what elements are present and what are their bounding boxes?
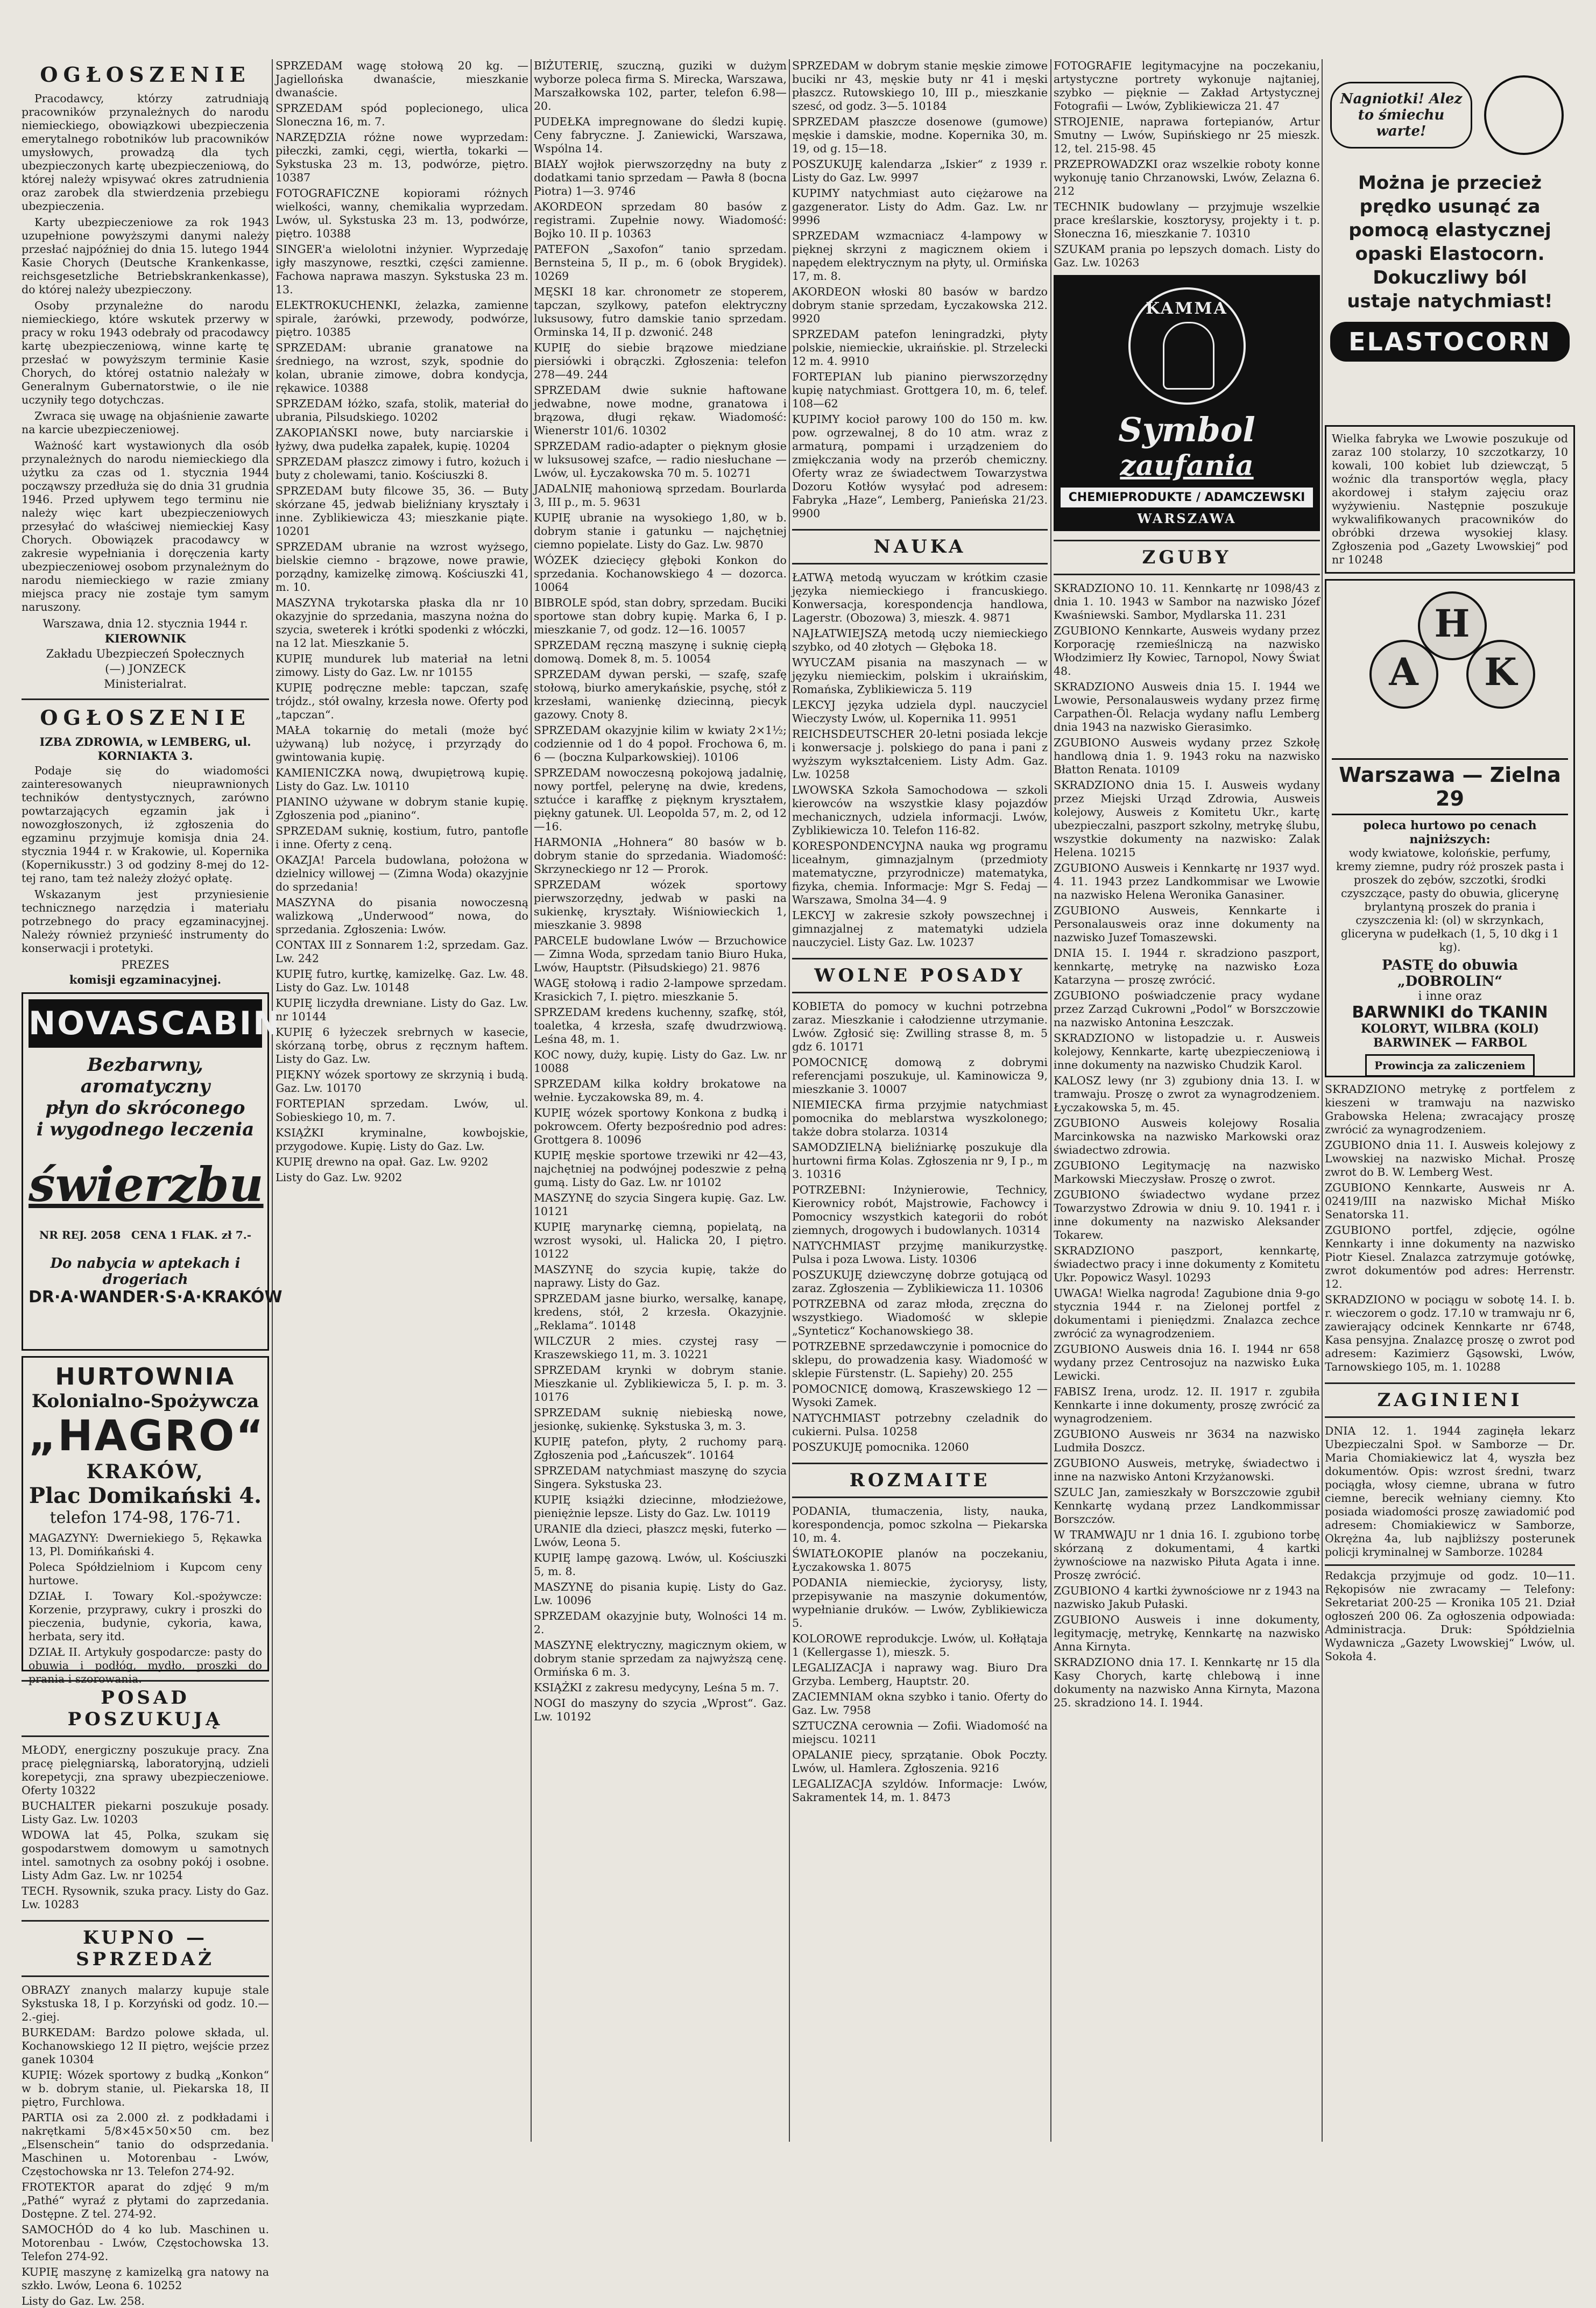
- classified-ad: KUPIMY natychmiast auto ciężarowe na gazgenerator. Listy do Adm. Gaz. Lw. nr 9996: [792, 187, 1048, 227]
- ad-line: Poleca Spółdzielniom i Kupcom ceny hurtowe.: [29, 1561, 262, 1587]
- kamma-ad: [1054, 275, 1320, 531]
- hagro-ad: [22, 1356, 269, 1685]
- classified-ad: Listy do Gaz. Lw. 9202: [276, 1171, 402, 1184]
- classified-ad: NARZĘDZIA różne nowe wyprzedam: piłeczki, zamki, cęgi, wiertła, tokarki — Sykstuska 23 m. 13, podwórze, piętro. 10387: [276, 131, 528, 184]
- classified-ad: KOBIETA do pomocy w kuchni potrzebna zaraz. Mieszkanie i całodzienne utrzymanie. Lwów. Zgłosić się: Zwilling strasse 8, m. 5 gdz 6. 10171: [792, 1000, 1048, 1053]
- ad-price: CENA 1 FLAK. zł 7.-: [131, 1229, 251, 1241]
- classified-ad: FORTEPIAN lub pianino pierwszorzędny kupię natychmiast. Grottgera 10, m. 6, telef. 108—62: [792, 370, 1048, 410]
- notice-signature: komisji egzaminacyjnej.: [69, 973, 222, 986]
- classified-ad: SPRZEDAM płaszcze dosenowe (gumowe) męskie i damskie, modne. Kopernika 30, m. 19, od g. 15—18.: [792, 115, 1048, 155]
- classified-ad: ZGUBIONO 4 kartki żywnościowe nr z 1943 na nazwisko Jakub Pułaski.: [1054, 1584, 1320, 1611]
- classified-ad: MASZYNĘ do pisania kupię. Listy do Gaz. Lw. 10096: [534, 1580, 787, 1607]
- column-rule: [789, 59, 790, 2142]
- notice-paragraph: Pracodawcy, którzy zatrudniają pracowników przynależnych do narodu niemieckiego, obowiązkowi ubezpieczenia emerytalnego robotników lub pracowników umysłowych, prowadzą dla tych ubezpieczonych kartę ubezpieczeniową, do której należy wpisywać okres zatrudnienia oraz zarobek dla stwierdzenia przebiegu ubezpieczenia.: [22, 92, 269, 213]
- section-header: NAUKA: [792, 529, 1048, 564]
- classified-ad: ZGUBIONO Ausweis nr 3634 na nazwisko Ludmiła Doszcz.: [1054, 1428, 1320, 1454]
- classified-ad: KUPIĘ: Wózek sportowy z budką „Konkon“ w b. dobrym stanie, ul. Piekarska 18, II piętro, Furchlowa.: [22, 2069, 269, 2108]
- column-1: [22, 59, 283, 2307]
- ad-line: Kolonialno-Spożywcza: [31, 1391, 259, 1412]
- section-header: ZGUBY: [1054, 540, 1320, 575]
- classified-ad: ZGUBIONO Ausweis, metrykę, świadectwo i inne na nazwisko Antoni Krzyżanowski.: [1054, 1457, 1320, 1483]
- classified-ad: SZUKAM prania po lepszych domach. Listy do Gaz. Lw. 10263: [1054, 243, 1320, 269]
- classified-ad: SKRADZIONO dnia 17. I. Kennkartę nr 15 dla Kasy Chorych, kartę chlebową i inne dokumenty na nazwisko Anna Kirnyta, Mazona 25. skradziono 14. I. 1944.: [1054, 1656, 1320, 1709]
- classified-ad: KSIĄŻKI kryminalne, kowbojskie, przygodowe. Kupię. Listy do Gaz. Lw.: [276, 1126, 528, 1153]
- ad-line: MAGAZYNY: Dwerniekiego 5, Rękawka 13, Pl. Domińkański 4.: [29, 1531, 262, 1558]
- classified-ad: SPRZEDAM radio-adapter o pięknym głosie w luksusowej szafce, — radio niesłuchane — Lwów, ul. Łyczakowska 70 m. 5. 10271: [534, 440, 787, 479]
- ad-line: BARWNIKI do TKANIN: [1352, 1003, 1548, 1022]
- classified-ad: SPRZEDAM wzmacniacz 4-lampowy w pięknej skrzyni z magicznem okiem i napędem elektrycznym na płyty, ul. Ormińska 17, m. 8.: [792, 229, 1048, 283]
- classified-ad: ZGUBIONO poświadczenie pracy wydane przez Zarząd Cukrowni „Podol“ w Borszczowie na nazwisko Antonina Łeszczak.: [1054, 989, 1320, 1029]
- section-header: KUPNO — SPRZEDAŻ: [22, 1920, 269, 1977]
- classified-ad: SPRZEDAM płaszcz zimowy i futro, kożuch i buty z cholewami, tanio. Kościuszki 8.: [276, 455, 528, 482]
- classified-ad: NOGI do maszyny do szycia „Wprost“. Gaz. Lw. 10192: [534, 1697, 787, 1723]
- classified-ad: ELEKTROKUCHENKI, żelazka, zamienne spirale, żarówki, przewody, podwórze, piętro. 10385: [276, 299, 528, 338]
- classified-ad: BIBROLE spód, stan dobry, sprzedam. Buciki sportowe stan dobry kupię. Marka 6, I p. mieszkanie 7, od godz. 12—16. 10057: [534, 596, 787, 636]
- classified-ad: REICHSDEUTSCHER 20-letni posiada lekcje i konwersacje j. polskiego do pana i pani z wyższym wykształceniem. Listy Adm. Gaz. Lw. 10258: [792, 728, 1048, 781]
- classified-ad: SPRZEDAM jasne biurko, wersalkę, kanapę, kredens, stół, 2 krzesła. Okazyjnie. „Reklama“. 10148: [534, 1292, 787, 1332]
- classified-ad: ZGUBIONO Ausweis wydany przez Szkołę handlową dnia 1. 9. 1943 roku na nazwisko Błatton Renata. 10109: [1054, 736, 1320, 776]
- classified-ad: WÓZEK dziecięcy głęboki Konkon do sprzedania. Kochanowskiego 4 — dozorca. 10064: [534, 554, 787, 594]
- editorial-footer: Redakcja przyjmuje od godz. 10—11. Rękopisów nie zwracamy — Telefony: Sekretariat 200-25 — Kronika 105 21. Dział ogłoszeń 200 06. Za ogłoszenia odpowiada: Administracja. Druk: Spółdzielnia Wydawnicza „Gazety Lwowskiej“ Lwów, ul. Sokoła 4.: [1325, 1564, 1575, 1663]
- classified-ad: ZGUBIONO Ausweis dnia 16. I. 1944 nr 658 wydany przez Centrosojuz na nazwisko Łuka Lewicki.: [1054, 1343, 1320, 1382]
- ad-line: prędko usunąć za: [1359, 196, 1541, 217]
- classified-ad: SKRADZIONO dnia 15. I. Ausweis wydany przez Miejski Urząd Zdrowia, Ausweis kolejowy, Ausweis z Komitetu Ukr., kartę ubezpieczalni, paszport szkolny, metrykę ślubu, wszystkie dokumenty na nazwisko: Zalak Helena. 10215: [1054, 779, 1320, 859]
- classified-ad: PIANINO używane w dobrym stanie kupię. Zgłoszenia pod „pianino“.: [276, 795, 528, 822]
- notice-paragraph: Wskazanym jest przyniesienie technicznego narzędzia i materiału potrzebnego do pracy egzaminacyjnej. Należy również przynieść instrumenty do konserwacji i protetyki.: [22, 888, 269, 955]
- classified-ad: SKRADZIONO 10. 11. Kennkartę nr 1098/43 z dnia 1. 10. 1943 w Sambor na nazwisko Józef Kwaśniewski. Sambor, Mydlarska 11. 231: [1054, 582, 1320, 622]
- classified-ad: ZGUBIONO Kennkarte, Ausweis wydany przez Korporację rzemieślniczą na nazwisko Włodzimierz Iły Kowiec, Tarnopol, Nowy Świat 48.: [1054, 624, 1320, 677]
- classified-ad: ZGUBIONO Legitymację na nazwisko Markowski Mieczysław. Proszę o zwrot.: [1054, 1159, 1320, 1185]
- classified-ad: ŚWIATŁOKOPIE planów na poczekaniu, Łyczakowska 1. 8075: [792, 1547, 1048, 1573]
- notice-signature: (—) JONZECK: [105, 662, 186, 675]
- classified-ad: PARCELE budowlane Lwów — Brzuchowice — Zimna Woda, sprzedam tanio Biuro Huka, Lwów, Hauptstr. (Piłsudskiego) 21. 9876: [534, 934, 787, 974]
- classified-ad: PIĘKNY wózek sportowy ze skrzynią i budą. Gaz. Lw. 10170: [276, 1068, 528, 1095]
- ad-footer: DR·A·WANDER·S·A·KRAKÓW: [29, 1288, 283, 1307]
- ad-tagline: płyn do skróconego: [45, 1097, 245, 1119]
- ad-strip: CHEMIEPRODUKTE / ADAMCZEWSKI: [1061, 488, 1313, 507]
- classified-ad: NATYCHMIAST przyjmę manikurzystkę. Pulsa i poza Lwowa. Listy. 10306: [792, 1239, 1048, 1266]
- classified-ad: KUPIĘ do siebie brązowe miedziane piersiówki i obrączki. Zgłoszenia: telefon 278—49. 244: [534, 341, 787, 381]
- classified-ad: SKRADZIONO paszport, kennkartę, świadectwo pracy i inne dokumenty z Komitetu Ukr. Popowicz Wasyl. 10293: [1054, 1244, 1320, 1284]
- ad-line: KRAKÓW,: [86, 1460, 204, 1483]
- column-5: [1054, 59, 1320, 2142]
- column-4: [792, 59, 1048, 2142]
- notice-paragraph: Karty ubezpieczeniowe za rok 1943 uzupełnione powyższymi danymi należy przesłać najpóźniej do dnia 15. lutego 1944 Kasie Chorych (Deutsche Krankenkasse, reichsgesetzliche Betriebskrankenkasse), do której należy ubezpieczony.: [22, 216, 269, 296]
- classified-ad: KORESPONDENCYJNA nauka wg programu liceałnym, gimnazjalnym (przedmioty matematyczne, przyrodnicze) matematyka, fizyka, chemia. Informacje: Mgr S. Fedaj — Warszawa, Smolna 34—4. 9: [792, 839, 1048, 906]
- notice-signature: PREZES: [121, 958, 170, 971]
- column-2: [276, 59, 528, 2142]
- classified-ad: BIAŁY wojłok pierwszorzędny na buty z dodatkami tanio sprzedam — Pawła 8 (bocna Piotra) 1—3. 9746: [534, 158, 787, 197]
- classified-ad: KUPIĘ patefon, płyty, 2 ruchomy parą. Zgłoszenia pod „Łańcuszek“. 10164: [534, 1435, 787, 1462]
- classified-ad: PRZEPROWADZKI oraz wszelkie roboty konne wykonuję tanio Chrzanowski, Lwów, Zelazna 6. 212: [1054, 158, 1320, 197]
- classified-ad: SPRZEDAM w dobrym stanie męskie zimowe buciki nr 43, męskie buty nr 41 i męski płaszcz. Rutowskiego 10, III p., mieszkanie szesć, od godz. 3—5. 10184: [792, 59, 1048, 112]
- classified-ad: FABISZ Irena, urodz. 12. II. 1917 r. zgubiła Kennkarte i inne dokumenty, proszę zwrócić za wynagrodzeniem.: [1054, 1385, 1320, 1425]
- column-rule: [531, 59, 532, 2142]
- classified-ad: POMOCNICĘ domową z dobrymi referencjami poszukuje, ul. Kaminowicza 9, mieszkanie 3. 10007: [792, 1056, 1048, 1096]
- classified-ad: NAJŁATWIEJSZĄ metodą uczy niemieckiego szybko, od 40 złotych — Głęboka 18.: [792, 627, 1048, 653]
- classified-ad: SPRZEDAM patefon leningradzki, płyty polskie, niemieckie, ukraińskie. pl. Strzelecki 12 m. 4. 9910: [792, 328, 1048, 368]
- hak-letter: K: [1466, 640, 1535, 709]
- classified-ad: SPRZEDAM ubranie na wzrost wyżsego, bielskie ciemno - brązowe, nowe prawie, porządny, kamizelkę zimową. Kościuszki 41, m. 10.: [276, 540, 528, 594]
- classified-ad: OBRAZY znanych malarzy kupuje stale Sykstuska 18, I p. Korzyński od godz. 10.—2.-giej.: [22, 1984, 269, 2023]
- classified-ad: MŁODY, energiczny poszukuje pracy. Zna pracę pielęgniarską, laboratoryjną, udzieli korepetycji, zna sprawy ubezpieczeniowe. Oferty 10322: [22, 1744, 269, 1797]
- classified-ad: SPRZEDAM łóżko, szafa, stolik, materiał do ubrania, Pilsudskiego. 10202: [276, 397, 528, 424]
- classified-ad: SKRADZIONO w pociągu w sobotę 14. I. b. r. wieczorem o godz. 17.10 w tramwaju nr 6, zawierający odcinek Kennkarte nr 6748, Kasa pensyjna. Znalazcę proszę o zwrot pod adresem: Kazimierz Gąsowski, Lwów, Tarnowskiego 105, m. 1. 10288: [1325, 1293, 1575, 1373]
- hak-logo-icon: [1369, 591, 1531, 753]
- classified-ad: HARMONIA „Hohnera“ 80 basów w b. dobrym stanie do sprzedania. Wiadomość: Skrzyneckiego nr 12 — Prorok.: [534, 836, 787, 876]
- classified-ad: SPRZEDAM: ubranie granatowe na średniego, na wzrost, szyk, spodnie do kolan, ubranie zimowe, dobra kondycja, rękawice. 10388: [276, 341, 528, 394]
- classified-ad: KUPIĘ podręczne meble: tapczan, szafę trójdz., stół owalny, krzesła nowe. Oferty pod „tapczan“.: [276, 681, 528, 721]
- classified-ad: KSIĄŻKI z zakresu medycyny, Leśna 5 m. 7.: [534, 1681, 779, 1694]
- classified-ad: SPRZEDAM suknię niebieską nowe, jesionkę, sukienkę. Sykstuska 3, m. 3.: [534, 1406, 787, 1432]
- classified-ad: ZGUBIONO portfel, zdjęcie, ogólne Kennkarty i inne dokumenty na nazwisko Piotr Kiesel. Znalazca zatrzymuje gotówkę, zwrot dokumentów pod adres: Herrenstr. 12.: [1325, 1224, 1575, 1290]
- classified-ad: POTRZEBNA od zaraz młoda, zręczna do wszystkiego. Wiadomość w sklepie „Synteticz“ Kochanowskiego 38.: [792, 1297, 1048, 1337]
- ad-line: KOLORYT, WILBRA (KOLI) BARWINEK — FARBOL: [1360, 1022, 1539, 1050]
- classified-ad: WYUCZAM pisania na maszynach — w języku niemieckim, polskim i ukraińskim, Romańska, Zyblikiewicza 5. 119: [792, 656, 1048, 696]
- classified-ad: BUCHALTER piekarni poszukuje posady. Listy Gaz. Lw. 10203: [22, 1799, 269, 1826]
- classified-ad: MASZYNĘ elektryczny, magicznym okiem, w dobrym stanie sprzedam za najwyższą cenę. Ormińska 6 m. 3.: [534, 1639, 787, 1678]
- classified-ad: LEKCYJ języka udziela dypl. nauczyciel Wieczysty Lwów, ul. Kopernika 11. 9951: [792, 698, 1048, 725]
- classified-ad: KUPIĘ maszynę z kamizelką gra natowy na szkło. Lwów, Leona 6. 10252: [22, 2265, 269, 2292]
- classified-ad: ZGUBIONO Ausweis i inne dokumenty, legitymację, metrykę, Kennkartę na nazwisko Anna Kirnyta.: [1054, 1613, 1320, 1653]
- ad-city: WARSZAWA: [1137, 511, 1237, 526]
- classified-ad: POSZUKUJĘ pomocnika. 12060: [792, 1441, 969, 1453]
- classified-ad: MASZYNA do pisania nowoczesną walizkową „Underwood“ nowa, do sprzedania. Zgłoszenia: Lwów.: [276, 896, 528, 936]
- notice-title: OGŁOSZENIE: [40, 62, 251, 87]
- classified-ad: LWOWSKA Szkoła Samochodowa — szkoli kierowców na wszystkie klasy pojazdów mechanicznych, udziela informacji. Lwów, Zyblikiewicza 10. Telefon 116-82.: [792, 784, 1048, 837]
- column-3: [534, 59, 787, 2142]
- classified-ad: KUPIĘ lampę gazową. Lwów, ul. Kościuszki 5, m. 8.: [534, 1551, 787, 1578]
- classified-ad: PATEFON „Saxofon“ tanio sprzedam. Bernsteina 5, II p., m. 6 (obok Brygidek). 10269: [534, 243, 787, 283]
- classified-ad: PARTIA osi za 2.000 zł. z podkładami i nakrętkami 5/8×45×50×50 cm. bez „Elsenschein“ tanio do odsprzedania. Maschinen u. Motorenbau - Lwów, Częstochowska nr 13. Telefon 274-92.: [22, 2111, 269, 2178]
- classified-ad: KUPIĘ marynarkę ciemną, popielatą, na wzrost wysoki, ul. Halicka 20, I piętro. 10122: [534, 1220, 787, 1260]
- notice-signature: Zakładu Ubezpieczeń Społecznych: [46, 647, 245, 660]
- classified-ad: LEGALIZACJA i naprawy wag. Biuro Dra Grzyba. Lemberg, Hauptstr. 20.: [792, 1661, 1048, 1688]
- ad-line: wody kwiatowe, kolońskie, perfumy, kremy ziemne, pudry róż proszek pasta i proszek do zębów, szczotki, środki czyszczące, pasty do obuwia, glicerynę brylantyną proszek do prania i czyszczenia kl: (ol) w skrzynkach, gliceryna w pudełkach (1, 5, 10 dkg i 1 kg).: [1336, 846, 1564, 954]
- classified-ad: KUPIĘ ubranie na wysokiego 1,80, w b. dobrym stanie i gatunku — najchętniej ciemno popielate. Listy do Gaz. Lw. 9870: [534, 511, 787, 551]
- classified-ad: LEGALIZACJA szyldów. Informacje: Lwów, Sakramentek 14, m. 1. 8473: [792, 1777, 1048, 1804]
- classified-ad: POTRZEBNE sprzedawczynie i pomocnice do sklepu, do prowadzenia kasy. Wiadomość w sklepie Fürstenstr. (L. Sapiehy) 20. 255: [792, 1340, 1048, 1380]
- classified-ad: ZACIEMNIAM okna szybko i tanio. Oferty do Gaz. Lw. 7958: [792, 1690, 1048, 1717]
- classified-ad: SPRZEDAM nowoczesną pokojową jadalnię, nowy portfel, pelerynę na dwie, kredens, sztućce i karaffkę z pięknym kryształem, piękny gatunek. Ul. Leopolda 57, m. 2, od 12—16.: [534, 766, 787, 833]
- ad-brand: ELASTOCORN: [1330, 322, 1570, 362]
- section-header: ROZMAITE: [792, 1463, 1048, 1498]
- ad-script-title: Symbol: [1118, 410, 1255, 449]
- classified-ad: DNIA 15. I. 1944 r. skradziono paszport, kennkartę, metrykę na nazwisko Łoza Katarzyna — proszę zwrócić.: [1054, 947, 1320, 986]
- ad-script-title: świerzbu: [29, 1156, 264, 1212]
- ad-line: Dokuczliwy ból: [1373, 267, 1527, 288]
- classified-ad: SPRZEDAM kredens kuchenny, szafkę, stół, toaletka, 4 krzesła, szafę dwudrzwiową. Leśna 48, m. 1.: [534, 1006, 787, 1046]
- classified-ad: Listy do Gaz. Lw. 258.: [22, 2295, 145, 2307]
- classified-ad: TECH. Rysownik, szuka pracy. Listy do Gaz. Lw. 10283: [22, 1884, 269, 1911]
- novascabin-ad: [22, 992, 283, 1351]
- notice-paragraph: Ważność kart wystawionych dla osób przynależnych do narodu niemieckiego dla użytku za czas od 1. stycznia 1944 począwszy przedłuża się do dnia 31 grudnia 1946. Przed upływem tego terminu nie należy więc kart ubezpieczeniowych przesyłać do właściwej niemieckiej Kasy Chorych. Obowiązek pracodawcy w zakresie wypełniania i doręczenia karty ubezpieczeniowej osobom przynależnym do narodu niemieckiego w razie zmiany miejsca pracy nie zostaje tym samym naruszony.: [22, 439, 269, 613]
- classified-ad: MASZYNĘ do szycia kupię, także do naprawy. Listy do Gaz.: [534, 1263, 787, 1289]
- classified-ad: ZGUBIONO Ausweis, Kennkarte i Personalausweis oraz inne dokumenty na nazwisko Juzef Tomaszewski.: [1054, 904, 1320, 944]
- classified-ad: BIŻUTERIĘ, szuczną, guziki w dużym wyborze poleca firma S. Mirecka, Warszawa, Marszałkowska 102, parter, telefon 6.98—20.: [534, 59, 787, 112]
- ad-registration: NR REJ. 2058: [39, 1229, 121, 1241]
- classified-ad: SPRZEDAM dywan perski, — szafę, szafę stołową, biurko amerykańskie, psychę, stół z krzesłami, wanienkę dziecinną, piecyk gazowy. Cnoty 8.: [534, 668, 787, 721]
- column-rule: [1322, 59, 1323, 2142]
- notice-title: OGŁOSZENIE: [22, 698, 269, 730]
- classified-ad: KUPIĘ wózek sportowy Konkona z budką i pokrowcem. Oferty bezpośrednio pod adres: Grottgera 8. 10096: [534, 1106, 787, 1146]
- classified-ad: WILCZUR 2 mies. czystej rasy — Kraszewskiego 11, m. 3. 10221: [534, 1335, 787, 1361]
- classified-ad: SAMOCHÓD do 4 ko lub. Maschinen u. Motorenbau - Lwów, Częstochowska 13. Telefon 274-92.: [22, 2223, 269, 2263]
- ad-line: Prowincja za zaliczeniem: [1365, 1054, 1535, 1077]
- section-header: ZAGINIENI: [1325, 1382, 1575, 1418]
- notice-signature: Ministerialrat.: [104, 677, 187, 690]
- classified-ad: KUPIĘ książki dziecinne, młodzieżowe, pieniężnie lepsze. Listy do Gaz. Lw. 10119: [534, 1493, 787, 1520]
- ad-address: Warszawa — Zielna 29: [1332, 758, 1568, 815]
- classified-ad: DNIA 12. 1. 1944 zaginęła lekarz Ubezpieczalni Społ. w Samborze — Dr. Maria Chomiakiewicz lat 4, wyszła bez dokumentów. Opis: wzrost średni, twarz pociągła, włosy ciemne, ubrana w futro ciemne, berecik wełniany ciemny. Kto posiada wiadomości proszę zawiadomić pod adresem: Chomiakiewicz w Samborze, Okrężna 4a, lub najbliższy posterunek policji kryminalnej w Samborze. 10284: [1325, 1424, 1575, 1558]
- classified-ad: LEKCYJ w zakresie szkoły powszechnej i gimnazjalnej z matematyki udziela nauczyciel. Listy Gaz. Lw. 10237: [792, 909, 1048, 949]
- classified-ad: SPRZEDAM wagę stołową 20 kg. — Jagiellońska dwanaście, mieszkanie dwanaście.: [276, 59, 528, 99]
- column-6: [1325, 59, 1575, 2142]
- classified-ad: MAŁA tokarnię do metali (może być używaną) lub nożycę, i przyrządy do gwintowania kupię.: [276, 724, 528, 764]
- ad-line: Można je przecież: [1358, 172, 1542, 194]
- classified-ad: URANIE dla dzieci, płaszcz męski, futerko — Lwów, Leona 5.: [534, 1522, 787, 1549]
- classified-ad: SPRZEDAM okazyjnie buty, Wolności 14 m. 2.: [534, 1610, 787, 1636]
- elastocorn-ad: [1325, 65, 1575, 420]
- classified-ad: BURKEDAM: Bardzo polowe składa, ul. Kochanowskiego 12 II piętro, wejście przez ganek 10304: [22, 2026, 269, 2066]
- classified-ad: SPRZEDAM ręczną maszynę i suknię ciepłą domową. Domek 8, m. 5. 10054: [534, 639, 787, 665]
- classified-ad: CONTAX III z Sonnarem 1:2, sprzedam. Gaz. Lw. 242: [276, 938, 528, 965]
- classified-ad: SZULC Jan, zamieszkały w Borszczowie zgubił Kennkartę wydaną przez Landkommissar Borszczów.: [1054, 1486, 1320, 1526]
- ad-line: i inne oraz: [1418, 990, 1482, 1003]
- classified-ad: SPRZEDAM natychmiast maszynę do szycia Singera. Sykstuska 23.: [534, 1464, 787, 1491]
- classified-ad: KOC nowy, duży, kupię. Listy do Gaz. Lw. nr 10088: [534, 1048, 787, 1075]
- ad-tagline: i wygodnego leczenia: [36, 1119, 255, 1140]
- classified-ad: WAGĘ stołową i radio 2-lampowe sprzedam. Krasickich 7, I. piętro. mieszkanie 5.: [534, 977, 787, 1003]
- hak-ad: [1325, 579, 1575, 1077]
- classified-ad: STROJENIE, naprawa fortepianów, Artur Smutny — Lwów, Supińskiego nr 25 mieszk. 12, tel. 215-98. 45: [1054, 115, 1320, 155]
- notice-paragraph: Osoby przynależne do narodu niemieckiego, które wskutek przerwy w pracy w roku 1943 odebrały od pracodawcy kartę ubezpieczeniową, winne kartę tę przesłać w powyższym terminie Kasie Chorych, do której ostatnio należały w Generalnym Gubernatorstwie, o ile nie uczyniły tego dotychczas.: [22, 299, 269, 406]
- classified-ad: AKORDEON włoski 80 basów w bardzo dobrym stanie sprzedam, Łyczakowska 212. 9920: [792, 285, 1048, 325]
- ad-brand: KAMMA: [1146, 299, 1228, 318]
- ad-brand: NOVASCABIN: [29, 999, 262, 1048]
- classified-ad: NATYCHMIAST potrzebny czeladnik do cukierni. Pulsa. 10258: [792, 1411, 1048, 1438]
- classified-ad: KUPIĘ 6 łyżeczek srebrnych w kasecie, skórzaną torbę, obrus z ręcznym haftem. Listy do Gaz. Lw.: [276, 1026, 528, 1065]
- ad-brand: „HAGRO“: [29, 1412, 265, 1460]
- classified-ad: PODANIA niemieckie, życiorysy, listy, przepisywanie na maszynie dokumentów, wypełnianie druków. — Lwów, Zyblikiewicza 5.: [792, 1576, 1048, 1629]
- figure-icon: [1163, 322, 1214, 390]
- classified-ad: POMOCNICĘ domową, Kraszewskiego 12 — Wysoki Zamek.: [792, 1382, 1048, 1409]
- classified-ad: KUPIĘ drewno na opał. Gaz. Lw. 9202: [276, 1155, 489, 1168]
- classified-ad: SAMODZIELNĄ bieliźniarkę poszukuje dla hurtowni firma Kolas. Zgłoszenia nr 9, I p., m 3. 10316: [792, 1141, 1048, 1181]
- column-rule: [1050, 59, 1051, 2142]
- notice-date: Warszawa, dnia 12. stycznia 1944 r.: [43, 617, 248, 630]
- classified-ad: SKRADZIONO Ausweis dnia 15. I. 1944 we Lwowie, Personalausweis wydany przez firmę Carpathen-Öl. Relacja wydany naflu Lemberg dnia 1943 na nazwisko Gierasimko.: [1054, 680, 1320, 733]
- classified-ad: KALOSZ lewy (nr 3) zgubiony dnia 13. I. w tramwaju. Proszę o zwrot za wynagrodzeniem. Łyczakowska 5, m. 45.: [1054, 1074, 1320, 1114]
- factory-ad: Wielka fabryka we Lwowie poszukuje od zaraz 100 stolarzy, 10 szczotkarzy, 10 kowali, 100 kobiet lub dziewcząt, 5 woźnic dla transportów węgla, płacy akordowej i stałym zajęciu oraz wyżywieniu. Następnie poszukuje wykwalifikowanych pracowników do obróbki drzewa wysokiej klasy. Zgłoszenia pod „Gazety Lwowskiej“ pod nr 10248: [1325, 425, 1575, 574]
- classified-ad: MASZYNĘ do szycia Singera kupię. Gaz. Lw. 10121: [534, 1191, 787, 1218]
- ad-line: pomocą elastycznej: [1348, 220, 1551, 241]
- section-header: WOLNE POSADY: [792, 958, 1048, 993]
- classified-ad: SPRZEDAM spód poplecionego, ulica Slonecznа 16, m. 7.: [276, 102, 528, 128]
- classified-ad: PUDEŁKA impregnowane do śledzi kupię. Ceny fabryczne. J. Zaniewicki, Warszawa, Wspólna 14.: [534, 115, 787, 155]
- classified-ad: MASZYNA trykotarska płaska dla nr 10 okazyjnie do sprzedania, maszyna nożna do szycia, sweterek i krótki spodenki z włóczki, na 12 lat. Mieszkanie 5.: [276, 596, 528, 650]
- classified-ad: POSZUKUJĘ dziewczynę dobrze gotującą od zaraz. Zgłoszenia — Zyblikiewicza 11. 10306: [792, 1268, 1048, 1295]
- classified-ad: ŁATWĄ metodą wyuczam w krótkim czasie języka niemieckiego i francuskiego. Konwersacja, korespondencja handlowa, Lagerstr. (Obozowa) 3, mieszk. 4. 9871: [792, 571, 1048, 624]
- ad-line: PASTĘ do obuwia „DOBROLIN“: [1382, 957, 1518, 990]
- classified-ad: SINGER'a wielolotni inżynier. Wyprzedaję igły maszynowe, resztki, części zamienne. Fachowa naprawa maszyn. Sykstuska 23 m. 13.: [276, 243, 528, 296]
- ad-speech-bubble: Nagniotki! Alez to śmiechu warte!: [1330, 82, 1472, 149]
- classified-ad: JADALNIĘ mahoniową sprzedam. Bourlarda 3, III p., m. 5. 9631: [534, 482, 787, 509]
- classified-ad: SPRZEDAM suknię, kostium, futro, pantofle i inne. Oferty z ceną.: [276, 824, 528, 851]
- ad-line: opaski Elastocorn.: [1355, 243, 1545, 265]
- notice-signature: KIEROWNIK: [104, 632, 186, 645]
- classified-ad: SPRZEDAM kilka kołdry brokatowe na wełnie. Łyczakowska 89, m. 4.: [534, 1077, 787, 1104]
- ad-footer: Do nabycia w aptekach i drogeriach: [50, 1255, 241, 1288]
- classified-ad: W TRAMWAJU nr 1 dnia 16. I. zgubiono torbę skórzaną z dokumentami, 4 kartki żywnościowe na nazwisko Piłuta Agata i inne. Proszę zwrócić.: [1054, 1528, 1320, 1582]
- notice-paragraph: Podaje się do wiadomości zainteresowanych nieuprawnionych techników dentystycznych, zarówno powtarzających egzamin jak i nowozgłoszonych, iż zgłoszenia do egzaminu przyjmuje komisja dnia 24. stycznia 1944 r. w Krakowie, ul. Kopernika (Kopernikusstr.) 3 od godziny 8-mej do 12-tej rano, tam też należy złożyć opłatę.: [22, 764, 269, 885]
- classified-ad: AKORDEON sprzedam 80 basów z registrami. Zupełnie nowy. Wiadomość: Bojko 10. II p. 10363: [534, 200, 787, 240]
- notice-subtitle: IZBA ZDROWIA, w LEMBERG, ul. KORNIAKTA 3.: [39, 735, 251, 763]
- classified-ad: POSZUKUJĘ kalendarza „Iskier“ z 1939 r. Listy do Gaz. Lw. 9997: [792, 158, 1048, 184]
- classified-ad: SPRZEDAM krynki w dobrym stanie. Mieszkanie ul. Zyblikiewicza 5, I. p. m. 3. 10176: [534, 1364, 787, 1403]
- classified-ad: KAMIENICZKA nową, dwupiętrową kupię. Listy do Gaz. Lw. 10110: [276, 766, 528, 793]
- ad-line: DZIAŁ II. Artykuły gospodarcze: pasty do obuwia i podłóg, mydło, proszki do prania i szorowania.: [29, 1646, 262, 1685]
- ad-line: HURTOWNIA: [55, 1363, 236, 1391]
- classified-ad: SKRADZIONO w listopadzie u. r. Ausweis kolejowy, Kennkarte, kartę ubezpieczeniową i inne dokumenty na nazwisko Chudzik Karol.: [1054, 1032, 1320, 1071]
- classified-ad: FORTEPIAN sprzedam. Lwów, ul. Sobieskiego 10, m. 7.: [276, 1097, 528, 1124]
- classified-ad: ZGUBIONO świadectwo wydane przez Towarzystwo Zdrowia w dniu 9. 10. 1941 r. i inne dokumenty na nazwisko Aleksander Tokarew.: [1054, 1188, 1320, 1241]
- classified-ad: SKRADZIONO metrykę z portfelem z kieszeni w tramwaju na nazwisko Grabowska Helena; zwracający proszę zwrócić za wynagrodzeniem.: [1325, 1083, 1575, 1136]
- classified-ad: PODANIA, tłumaczenia, listy, nauka, korespondencja, pomoc szkolna — Piekarska 10, m. 4.: [792, 1505, 1048, 1544]
- ad-line: ustaje natychmiast!: [1347, 291, 1553, 312]
- section-header: POSAD POSZUKUJĄ: [22, 1680, 269, 1737]
- classified-ad: OPALANIE piecy, sprzątanie. Obok Poczty. Lwów, ul. Hamlera. Zgłoszenia. 9216: [792, 1748, 1048, 1775]
- ad-script-title: zaufania: [1120, 449, 1254, 482]
- ad-line: telefon 174-98, 176-71.: [50, 1508, 241, 1527]
- classified-ad: SPRZEDAM dwie suknie haftowane jedwabne, nowe modne, granatowa i brązowa, długi rękaw. Wiadomość: Wienerstr 101/6. 10302: [534, 384, 787, 437]
- classified-ad: OKAZJA! Parcela budowlana, położona w dzielnicy willowej — (Zimna Woda) okazyjnie do sprzedania!: [276, 853, 528, 893]
- classified-ad: ZGUBIONO Ausweis kolejowy Rosalia Marcinkowska na nazwisko Markowski oraz świadectwo zdrowia.: [1054, 1117, 1320, 1156]
- classified-ad: NIEMIECKA firma przyjmie natychmiast pomocnika do meblarstwa wyszkolonego; także dobra stolarza. 10314: [792, 1098, 1048, 1138]
- kamma-logo-icon: [1128, 287, 1246, 405]
- classified-ad: ZAKOPIAŃSKI nowe, buty narciarskie i łyżwy, dwa pudełka zapałek, kupię. 10204: [276, 426, 528, 453]
- classified-ad: SPRZEDAM okazyjnie kilim w kwiaty 2×1½; codziennie od 1 do 4 popoł. Frochowa 6, m. 6 — (boczna Kulparkowskiej). 10106: [534, 724, 787, 764]
- ad-line: poleca hurtowo po cenach najniższych:: [1363, 818, 1537, 846]
- classified-ad: SPRZEDAM wózek sportowy pierwszorzędny, jedwab w paski na sukienkę, kryształy. Wiśniowieckich 1, mieszkanie 3. 9898: [534, 878, 787, 931]
- classified-ad: KUPIĘ męskie sportowe trzewiki nr 42—43, najchętniej na podwójnej podeszwie z pełną gumą. Listy do Gaz. Lw. nr 10102: [534, 1149, 787, 1189]
- classified-ad: KOLOROWE reprodukcje. Lwów, ul. Kołłątaja 1 (Kellergasse 1), mieszk. 5.: [792, 1632, 1048, 1658]
- classified-ad: SPRZEDAM buty filcowe 35, 36. — Buty skórzane 45, jedwab bieliźniany kryształy i inne. Zyblikiewicza 43; mieszkanie piąte. 10201: [276, 484, 528, 538]
- ad-tagline: Bezbarwny, aromatyczny: [80, 1054, 210, 1097]
- classified-ad: ZGUBIONO dnia 11. I. Ausweis kolejowy z Lwowskiej na nazwisko Michał. Proszę zwrot do B. W. Lemberg West.: [1325, 1139, 1575, 1178]
- laughing-face-icon: [1484, 75, 1564, 155]
- classified-ad: ZGUBIONO Kennkarte, Ausweis nr A. 02419/III na nazwisko Michał Miśko Senatorska 11.: [1325, 1181, 1575, 1221]
- classified-ad: KUPIMY kocioł parowy 100 do 150 m. kw. pow. ogrzewalnej, 8 do 10 atm. wraz z armaturą, pompami i urządzeniem do zmiękczania wody na przerób chemiczny. Oferty wraz ze świadectwem Towarzystwa Dozoru Kotłów wysyłać pod adresem: Fabryka „Haze“, Lemberg, Panieńska 21/23. 9900: [792, 413, 1048, 520]
- ad-line: DZIAŁ I. Towary Kol.-spożywcze: Korzenie, przyprawy, cukry i proszki do pieczenia, budynie, cykoria, kawa, herbata, sery itd.: [29, 1590, 262, 1643]
- classified-ad: FROTEKTOR aparat do zdjęć 9 m/m „Pathé“ wyraź z płytami do zaprzedania. Dostępne. Z tel. 274-92.: [22, 2180, 269, 2220]
- ad-line: Plac Domikański 4.: [29, 1483, 262, 1508]
- classified-ad: WDOWA lat 45, Polka, szukam się gospodarstwem domowym u samotnych intel. samotnych za osobny pokój i osobne. Listy Adm Gaz. Lw. nr 10254: [22, 1829, 269, 1882]
- classified-ad: MĘSKI 18 kar. chronometr ze stoperem, tapczan, szylkowy, patefon elektryczny luksusowy, futro damskie tanio sprzedam. Orminska 14, II p. dzwonić. 248: [534, 285, 787, 338]
- classified-ad: TECHNIK budowlany — przyjmuje wszelkie prace kreślarskie, kosztorysy, projekty i t. p. Słoneczna 16, mieszkanie 7. 10310: [1054, 200, 1320, 240]
- hak-letter: A: [1369, 640, 1438, 709]
- notice-paragraph: Zwraca się uwagę na objaśnienie zawarte na karcie ubezpieczeniowej.: [22, 410, 269, 436]
- classified-ad: KUPIĘ liczydła drewniane. Listy do Gaz. Lw. nr 10144: [276, 997, 528, 1023]
- classified-ad: ZGUBIONO Ausweis i Kennkartę nr 1937 wyd. 4. 11. 1943 przez Landkommisar we Lwowie na nazwisko Helena Weronika Ganasiner.: [1054, 862, 1320, 901]
- classified-ad: POTRZEBNI: Inżynierowie, Technicy, Kierownicy robót, Majstrowie, Fachowcy i Pomocnicy wszystkich kategorii do robót ziemnych, drogowych i budowlanych. 10314: [792, 1183, 1048, 1237]
- classified-ad: FOTOGRAFIE legitymacyjne na poczekaniu, artystyczne portrety wykonuje najtaniej, szybko — pięknie — Zakład Artystycznej Fotografii — Lwów, Zyblikiewicza 21. 47: [1054, 59, 1320, 112]
- classified-ad: SZTUCZNA cerownia — Zofii. Wiadomość na miejscu. 10211: [792, 1719, 1048, 1746]
- classified-ad: KUPIĘ futro, kurtkę, kamizelkę. Gaz. Lw. 48. Listy do Gaz. Lw. 10148: [276, 968, 528, 994]
- classified-ad: KUPIĘ mundurek lub materiał na letni zimowy. Listy do Gaz. Lw. nr 10155: [276, 652, 528, 679]
- classified-ad: UWAGA! Wielka nagroda! Zagubione dnia 9-go stycznia 1944 r. na Zielonej portfel z dokumentami i pieniędzmi. Znalazca zechce zwrócić za wynagrodzeniem.: [1054, 1287, 1320, 1340]
- hak-letter: H: [1418, 591, 1487, 660]
- column-rule: [272, 59, 273, 2142]
- classified-ad: FOTOGRAFICZNE kopiorami różnych wielkości, wanny, chemikalia wyprzedam. Lwów, ul. Sykstuska 23 m. 13, podwórze, piętro. 10388: [276, 187, 528, 240]
